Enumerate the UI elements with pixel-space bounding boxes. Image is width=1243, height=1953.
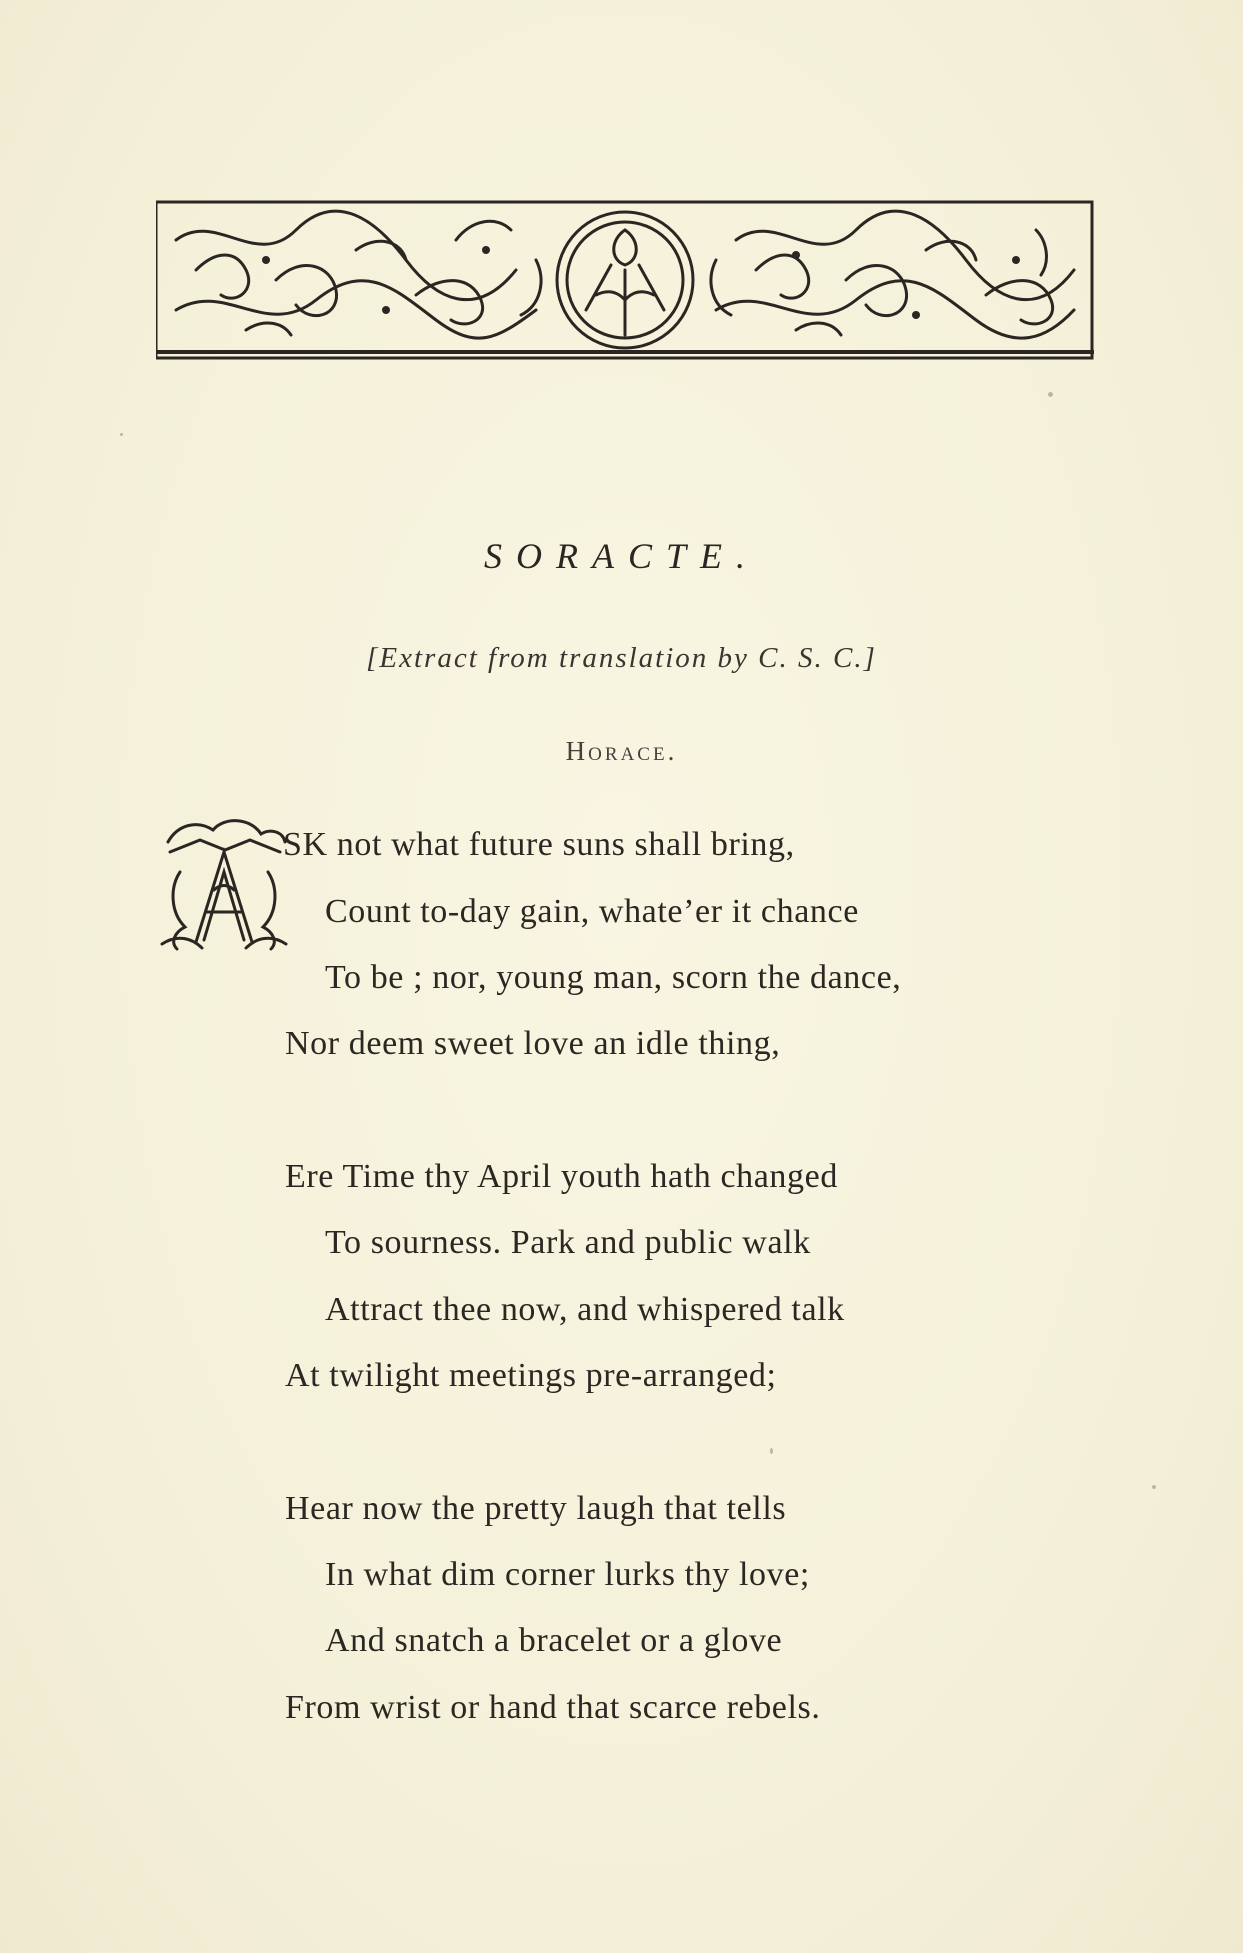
poem-author: Horace. (565, 736, 678, 766)
poem-line: To sourness. Park and public walk (325, 1224, 811, 1261)
poem-line: To be ; nor, young man, scorn the dance, (325, 959, 902, 996)
paper-speck (1152, 1485, 1156, 1489)
svg-text:A: A (223, 842, 225, 843)
poem-line: Nor deem sweet love an idle thing, (285, 1025, 781, 1062)
poem-line: From wrist or hand that scarce rebels. (285, 1689, 821, 1726)
poem-line: Ere Time thy April youth hath changed (285, 1158, 838, 1195)
paper-speck (770, 1448, 773, 1454)
poem-line: Count to-day gain, whate’er it chance (325, 893, 859, 930)
poem-line: SK not what future suns shall bring, (283, 826, 795, 863)
poem-line: And snatch a bracelet or a glove (325, 1622, 783, 1659)
poem-line: In what dim corner lurks thy love; (325, 1556, 810, 1593)
poem-title: SORACTE. (483, 536, 759, 576)
paper-speck (1048, 392, 1053, 397)
poem-line: Attract thee now, and whispered talk (325, 1291, 845, 1328)
poem-line: Hear now the pretty laugh that tells (285, 1490, 787, 1527)
paper-speck (120, 433, 123, 436)
ornamental-headpiece-icon (156, 200, 1094, 360)
poem-line: At twilight meetings pre-arranged; (285, 1357, 777, 1394)
poem-subtitle: [Extract from translation by C. S. C.] (366, 642, 877, 674)
decorated-initial-a-icon (160, 812, 288, 952)
